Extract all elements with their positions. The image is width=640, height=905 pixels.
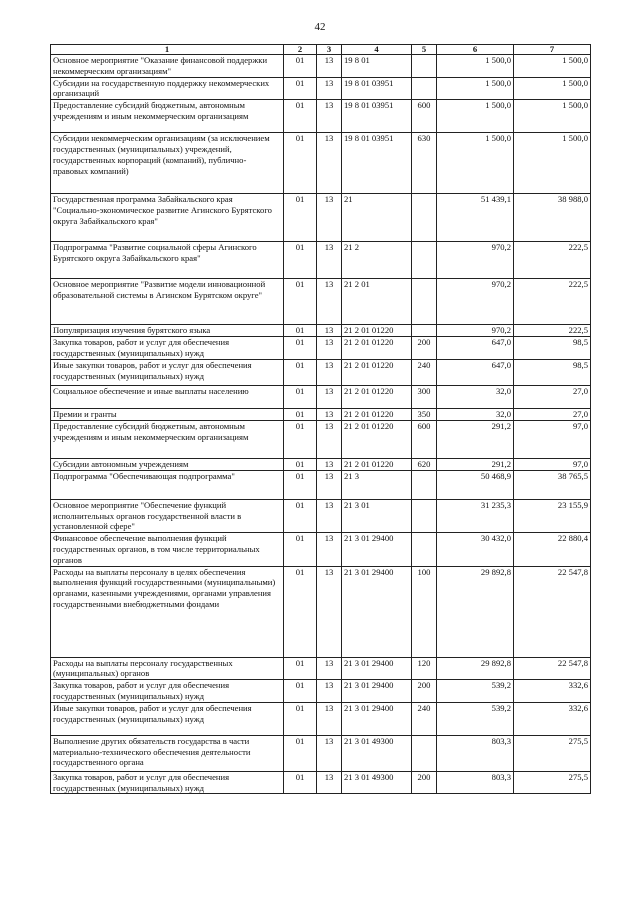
table-cell-c5: [412, 279, 437, 325]
table-cell-c1: Расходы на выплаты персоналу в целях обеспечения выполнения функций государственными (муниципальными) органами, казенными учреждениями, органами управления государственными внебюджетными фондами: [51, 566, 284, 657]
table-cell-c2: 01: [284, 242, 317, 279]
table-cell-c4: 21: [342, 194, 412, 242]
table-cell-c7: 222,5: [514, 279, 591, 325]
table-row: [51, 194, 591, 242]
table-cell-c2: 01: [284, 55, 317, 78]
table-cell-c4: 21 3 01 29400: [342, 680, 412, 703]
table-row: [51, 771, 591, 794]
table-cell-c7: 98,5: [514, 359, 591, 385]
table-cell-c3: 13: [317, 385, 342, 408]
table-cell-c6: 29 892,8: [437, 657, 514, 680]
table-cell-c7: 22 547,8: [514, 657, 591, 680]
table-row: [51, 566, 591, 657]
table-cell-c3: 13: [317, 735, 342, 771]
table-cell-c6: 970,2: [437, 279, 514, 325]
table-cell-c7: 275,5: [514, 735, 591, 771]
table-cell-c6: 539,2: [437, 680, 514, 703]
table-cell-c2: 01: [284, 325, 317, 337]
table-cell-c6: 291,2: [437, 420, 514, 458]
table-cell-c7: 1 500,0: [514, 133, 591, 194]
table-cell-c4: 21 3 01 49300: [342, 771, 412, 794]
table-cell-c5: 620: [412, 458, 437, 470]
table-cell-c4: 21 2: [342, 242, 412, 279]
table-cell-c5: 600: [412, 100, 437, 133]
table-cell-c1: Предоставление субсидий бюджетным, автономным учреждениям и иным некоммерческим организациям: [51, 100, 284, 133]
table-cell-c1: Закупка товаров, работ и услуг для обеспечения государственных (муниципальных) нужд: [51, 680, 284, 703]
table-cell-c1: Основное мероприятие "Обеспечение функций исполнительных органов государственной власти в установленной сфере": [51, 499, 284, 532]
table-cell-c3: 13: [317, 279, 342, 325]
table-body: [51, 55, 591, 794]
table-cell-c4: 21 2 01 01220: [342, 408, 412, 420]
table-cell-c4: 21 3 01 49300: [342, 735, 412, 771]
table-cell-c2: 01: [284, 385, 317, 408]
table-cell-c4: 21 2 01: [342, 279, 412, 325]
table-cell-c5: [412, 242, 437, 279]
table-cell-c4: 21 2 01 01220: [342, 420, 412, 458]
table-cell-c2: 01: [284, 420, 317, 458]
table-row: [51, 680, 591, 703]
table-cell-c7: 1 500,0: [514, 77, 591, 100]
table-cell-c6: 539,2: [437, 702, 514, 735]
table-cell-c2: 01: [284, 408, 317, 420]
table-cell-c3: 13: [317, 77, 342, 100]
table-cell-c1: Закупка товаров, работ и услуг для обеспечения государственных (муниципальных) нужд: [51, 336, 284, 359]
table-cell-c7: 222,5: [514, 242, 591, 279]
table-cell-c5: 200: [412, 680, 437, 703]
table-cell-c2: 01: [284, 735, 317, 771]
table-cell-c1: Социальное обеспечение и иные выплаты населению: [51, 385, 284, 408]
col-header-2: 2: [284, 45, 317, 55]
table-row: [51, 279, 591, 325]
table-cell-c2: 01: [284, 657, 317, 680]
table-row: [51, 735, 591, 771]
table-cell-c5: 200: [412, 336, 437, 359]
table-cell-c3: 13: [317, 359, 342, 385]
table-row: [51, 133, 591, 194]
table-cell-c1: Основное мероприятие "Развитие модели инновационной образовательной системы в Агинском Бурятском округе": [51, 279, 284, 325]
table-cell-c5: [412, 55, 437, 78]
table-cell-c3: 13: [317, 702, 342, 735]
table-cell-c2: 01: [284, 533, 317, 566]
table-cell-c5: 300: [412, 385, 437, 408]
table-row: [51, 420, 591, 458]
table-cell-c2: 01: [284, 359, 317, 385]
table-cell-c2: 01: [284, 194, 317, 242]
table-cell-c6: 970,2: [437, 242, 514, 279]
table-row: [51, 55, 591, 78]
table-cell-c5: 120: [412, 657, 437, 680]
table-cell-c3: 13: [317, 458, 342, 470]
table-cell-c4: 21 2 01 01220: [342, 359, 412, 385]
table-cell-c3: 13: [317, 242, 342, 279]
table-cell-c1: Закупка товаров, работ и услуг для обеспечения государственных (муниципальных) нужд: [51, 771, 284, 794]
table-row: [51, 100, 591, 133]
table-cell-c4: 21 3 01 29400: [342, 657, 412, 680]
table-cell-c1: Государственная программа Забайкальского края "Социально-экономическое развитие Агинского Бурятского округа Забайкальского края": [51, 194, 284, 242]
col-header-3: 3: [317, 45, 342, 55]
table-cell-c6: 1 500,0: [437, 55, 514, 78]
table-cell-c1: Предоставление субсидий бюджетным, автономным учреждениям и иным некоммерческим организациям: [51, 420, 284, 458]
table-cell-c7: 98,5: [514, 336, 591, 359]
table-cell-c5: 350: [412, 408, 437, 420]
table-cell-c1: Подпрограмма "Обеспечивающая подпрограмма": [51, 470, 284, 499]
table-cell-c5: [412, 325, 437, 337]
table-cell-c1: Иные закупки товаров, работ и услуг для обеспечения государственных (муниципальных) нужд: [51, 359, 284, 385]
table-cell-c7: 38 988,0: [514, 194, 591, 242]
table-cell-c4: 19 8 01 03951: [342, 100, 412, 133]
table-row: [51, 77, 591, 100]
table-cell-c6: 647,0: [437, 336, 514, 359]
table-cell-c6: 50 468,9: [437, 470, 514, 499]
table-cell-c1: Выполнение других обязательств государства в части материально-технического обеспечения деятельности государственного органа: [51, 735, 284, 771]
table-cell-c2: 01: [284, 566, 317, 657]
table-cell-c4: 21 3 01 29400: [342, 702, 412, 735]
table-row: [51, 458, 591, 470]
table-cell-c6: 1 500,0: [437, 100, 514, 133]
table-cell-c5: [412, 735, 437, 771]
table-cell-c4: 21 3 01: [342, 499, 412, 532]
table-cell-c5: 100: [412, 566, 437, 657]
table-cell-c7: 275,5: [514, 771, 591, 794]
table-row: [51, 499, 591, 532]
table-cell-c7: 38 765,5: [514, 470, 591, 499]
table-cell-c6: 803,3: [437, 735, 514, 771]
table-cell-c2: 01: [284, 680, 317, 703]
table-cell-c1: Субсидии на государственную поддержку некоммерческих организаций: [51, 77, 284, 100]
table-row: [51, 359, 591, 385]
table-row: [51, 533, 591, 566]
page-number: 42: [314, 21, 326, 33]
table-cell-c6: 291,2: [437, 458, 514, 470]
table-cell-c1: Субсидии автономным учреждениям: [51, 458, 284, 470]
table-cell-c3: 13: [317, 100, 342, 133]
table-cell-c4: 21 2 01 01220: [342, 385, 412, 408]
table-cell-c7: 332,6: [514, 680, 591, 703]
table-row: [51, 242, 591, 279]
header-row: [51, 45, 591, 55]
table-cell-c1: Финансовое обеспечение выполнения функций государственных органов, в том числе территориальных органов: [51, 533, 284, 566]
table-cell-c3: 13: [317, 470, 342, 499]
table-row: [51, 702, 591, 735]
table-cell-c6: 1 500,0: [437, 77, 514, 100]
table-cell-c6: 29 892,8: [437, 566, 514, 657]
table-cell-c3: 13: [317, 680, 342, 703]
table-cell-c4: 19 8 01 03951: [342, 133, 412, 194]
table-cell-c4: 19 8 01 03951: [342, 77, 412, 100]
table-row: [51, 325, 591, 337]
table-cell-c5: [412, 194, 437, 242]
table-cell-c3: 13: [317, 325, 342, 337]
col-header-4: 4: [342, 45, 412, 55]
table-cell-c5: [412, 77, 437, 100]
table-cell-c1: Популяризация изучения бурятского языка: [51, 325, 284, 337]
table-cell-c3: 13: [317, 408, 342, 420]
table-cell-c3: 13: [317, 566, 342, 657]
table-cell-c6: 32,0: [437, 385, 514, 408]
table-cell-c2: 01: [284, 499, 317, 532]
col-header-6: 6: [437, 45, 514, 55]
table-cell-c6: 1 500,0: [437, 133, 514, 194]
table-row: [51, 657, 591, 680]
table-cell-c4: 21 3 01 29400: [342, 533, 412, 566]
table-cell-c5: [412, 470, 437, 499]
table-cell-c2: 01: [284, 77, 317, 100]
table-cell-c1: Премии и гранты: [51, 408, 284, 420]
table-cell-c3: 13: [317, 499, 342, 532]
table-cell-c5: 240: [412, 702, 437, 735]
table-cell-c2: 01: [284, 100, 317, 133]
table-cell-c7: 1 500,0: [514, 100, 591, 133]
table-cell-c4: 19 8 01: [342, 55, 412, 78]
table-cell-c5: [412, 499, 437, 532]
table-cell-c2: 01: [284, 133, 317, 194]
table-cell-c7: 22 547,8: [514, 566, 591, 657]
table-cell-c6: 32,0: [437, 408, 514, 420]
table-cell-c5: 200: [412, 771, 437, 794]
table-cell-c6: 803,3: [437, 771, 514, 794]
col-header-5: 5: [412, 45, 437, 55]
table-cell-c5: 630: [412, 133, 437, 194]
table-cell-c3: 13: [317, 420, 342, 458]
table-cell-c4: 21 3 01 29400: [342, 566, 412, 657]
table-cell-c3: 13: [317, 533, 342, 566]
table-cell-c7: 332,6: [514, 702, 591, 735]
table-cell-c6: 647,0: [437, 359, 514, 385]
table-cell-c4: 21 2 01 01220: [342, 325, 412, 337]
table-row: [51, 470, 591, 499]
table-cell-c6: 970,2: [437, 325, 514, 337]
table-cell-c1: Субсидии некоммерческим организациям (за исключением государственных (муниципальных) учреждений, государственных корпораций (компаний), публично-правовых компаний): [51, 133, 284, 194]
table-cell-c7: 22 880,4: [514, 533, 591, 566]
table-cell-c2: 01: [284, 458, 317, 470]
table-cell-c7: 27,0: [514, 385, 591, 408]
table-cell-c7: 222,5: [514, 325, 591, 337]
table-cell-c3: 13: [317, 657, 342, 680]
table-cell-c6: 51 439,1: [437, 194, 514, 242]
table-cell-c2: 01: [284, 702, 317, 735]
table-cell-c7: 97,0: [514, 458, 591, 470]
table-cell-c2: 01: [284, 336, 317, 359]
table-cell-c7: 23 155,9: [514, 499, 591, 532]
col-header-7: 7: [514, 45, 591, 55]
table-cell-c6: 31 235,3: [437, 499, 514, 532]
table-cell-c3: 13: [317, 133, 342, 194]
table-cell-c4: 21 2 01 01220: [342, 458, 412, 470]
table-cell-c5: 240: [412, 359, 437, 385]
table-cell-c7: 27,0: [514, 408, 591, 420]
table-cell-c1: Подпрограмма "Развитие социальной сферы Агинского Бурятского округа Забайкальского края": [51, 242, 284, 279]
table-cell-c5: [412, 533, 437, 566]
table-row: [51, 408, 591, 420]
table-cell-c4: 21 2 01 01220: [342, 336, 412, 359]
table-cell-c2: 01: [284, 771, 317, 794]
table-cell-c3: 13: [317, 194, 342, 242]
budget-table: [50, 44, 591, 794]
table-cell-c7: 97,0: [514, 420, 591, 458]
table-cell-c1: Иные закупки товаров, работ и услуг для обеспечения государственных (муниципальных) нужд: [51, 702, 284, 735]
table-row: [51, 385, 591, 408]
table-cell-c3: 13: [317, 55, 342, 78]
table-cell-c3: 13: [317, 336, 342, 359]
table-cell-c1: Расходы на выплаты персоналу государственных (муниципальных) органов: [51, 657, 284, 680]
table-cell-c7: 1 500,0: [514, 55, 591, 78]
table-row: [51, 336, 591, 359]
table-cell-c3: 13: [317, 771, 342, 794]
table-cell-c2: 01: [284, 279, 317, 325]
table-cell-c5: 600: [412, 420, 437, 458]
table-cell-c6: 30 432,0: [437, 533, 514, 566]
table-cell-c2: 01: [284, 470, 317, 499]
table-cell-c4: 21 3: [342, 470, 412, 499]
table-cell-c1: Основное мероприятие "Оказание финансовой поддержки некоммерческим организациям": [51, 55, 284, 78]
col-header-1: 1: [51, 45, 284, 55]
